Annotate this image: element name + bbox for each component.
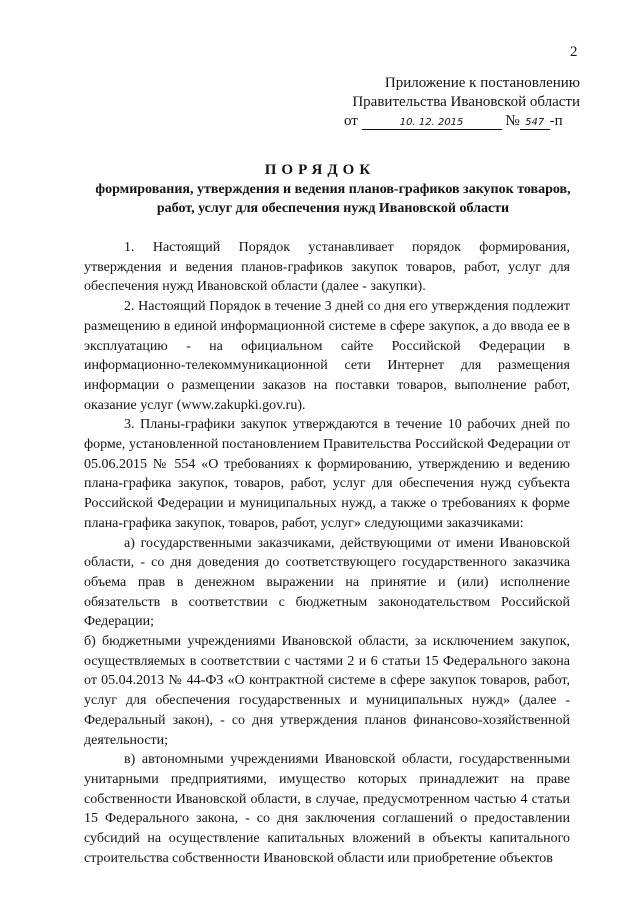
appendix-line-1: Приложение к постановлению [384, 75, 580, 91]
document-title: ПОРЯДОК [264, 162, 376, 178]
paragraph-3: 3. Планы-графики закупок утверждаются в течение 10 рабочих дней по форме, установленной постановлением Правительства Российской Федерации от 05.06.2015 № 554 «О требованиях к формированию, утверждению и ведению плана-графика закупок, товаров, работ, услуг для обеспечения нужд субъекта Российской Федерации и муниципальных нужд, а также о требованиях к форме плана-графика закупок, товаров, работ, услуг» следующими заказчиками: [84, 417, 570, 531]
handwritten-date: 10. 12. 2015 [362, 116, 502, 130]
paragraph-1: 1. Настоящий Порядок устанавливает порядок формирования, утверждения и ведения планов-графиков закупок товаров, работ, услуг для обеспечения нужд Ивановской области (далее - закупки). [84, 240, 570, 295]
appendix-line-2: Правительства Ивановской области [352, 94, 580, 110]
paragraph-2: 2. Настоящий Порядок в течение 3 дней со дня его утверждения подлежит размещению в единой информационной системе в сфере закупок, а до ввода ее в эксплуатацию - на официальном сайте Российской Федерации в информационно-телекоммуникационной сети Интернет для размещения информации о размещении заказов на поставки товаров, выполнение работ, оказание услуг (www.zakupki.gov.ru). [84, 299, 570, 413]
subparagraph-c: в) автономными учреждениями Ивановской области, государственными унитарными предприятиями, имущество которых принадлежит на праве собственности Ивановской области, в случае, предусмотренном частью 4 статьи 15 Федерального закона, - со дня заключения соглашений о предоставлении субсидий на осуществление капитальных вложений в объекты капитального строительства собственности Ивановской области или приобретение объектов [84, 752, 570, 866]
document-subtitle: формирования, утверждения и ведения планов-графиков закупок товаров, работ, услуг для обеспечения нужд Ивановской области [95, 182, 571, 216]
handwritten-decree-number: 547 [520, 116, 550, 130]
page-number: 2 [570, 44, 578, 60]
appendix-header [330, 74, 580, 131]
subparagraph-b: б) бюджетными учреждениями Ивановской области, за исключением закупок, осуществляемых в соответствии с частями 2 и 6 статьи 15 Федерального закона от 05.04.2013 № 44-ФЗ «О контрактной системе в сфере закупок товаров, работ, услуг для обеспечения государственных и муниципальных нужд» (далее - Федеральный закон), - со дня утверждения планов финансово-хозяйственной деятельности; [84, 634, 570, 748]
decree-date-number-line [330, 112, 580, 131]
number-suffix: -п [549, 113, 563, 129]
document-body [84, 238, 570, 869]
subparagraph-a: а) государственными заказчиками, действующими от имени Ивановской области, - со дня доведения до соответствующего государственного заказчика объема прав в денежном выражении на принятие и (или) исполнение обязательств в соответствии с бюджетным законодательством Российской Федерации; [84, 535, 570, 630]
date-prefix: от [344, 113, 358, 129]
number-prefix: № [505, 113, 520, 129]
